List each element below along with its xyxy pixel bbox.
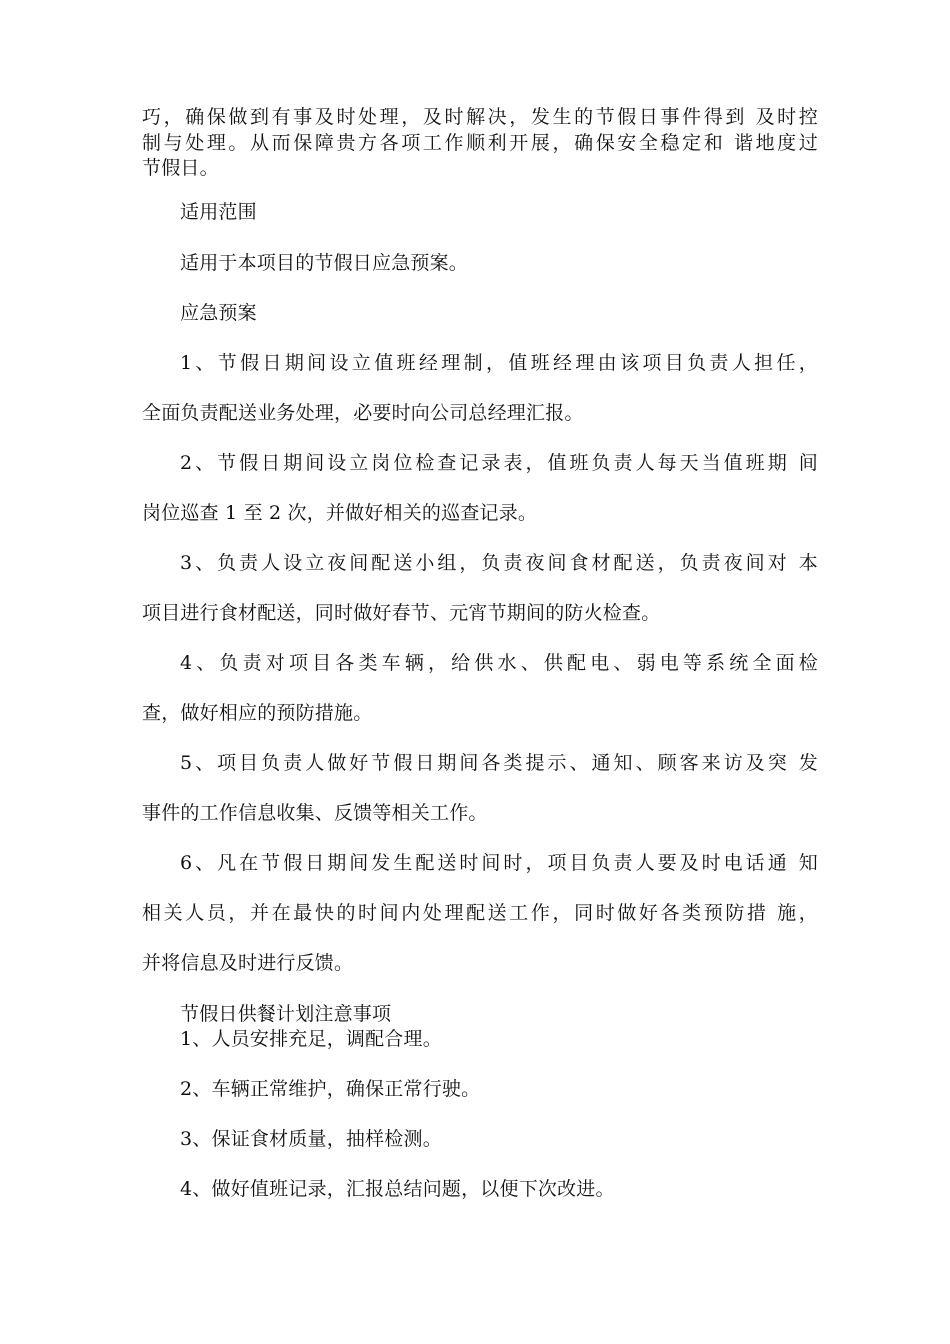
scope-text: 适用于本项目的节假日应急预案。 (180, 252, 469, 274)
plan-heading: 应急预案 (180, 302, 257, 324)
plan-item-1-line-2: 全面负责配送业务处理，必要时向公司总经理汇报。 (142, 402, 584, 424)
note-item-3: 3、保证食材质量，抽样检测。 (180, 1128, 442, 1150)
plan-item-5-line-1: 5、项目负责人做好节假日期间各类提示、通知、顾客来访及突 发 (180, 752, 818, 774)
plan-item-6-line-3: 并将信息及时进行反馈。 (142, 952, 354, 974)
note-item-2: 2、车辆正常维护，确保正常行驶。 (180, 1078, 481, 1100)
intro-line-1: 巧，确保做到有事及时处理，及时解决，发生的节假日事件得到 及时控 (142, 106, 818, 128)
plan-item-6-line-1: 6、凡在节假日期间发生配送时间时，项目负责人要及时电话通 知 (180, 852, 818, 874)
plan-item-2-line-1: 2、节假日期间设立岗位检查记录表，值班负责人每天当值班期 间 (180, 452, 818, 474)
notes-heading: 节假日供餐计划注意事项 (180, 1003, 392, 1025)
plan-item-6-line-2: 相关人员，并在最快的时间内处理配送工作，同时做好各类预防措 施， (142, 902, 818, 924)
plan-item-3-line-2: 项目进行食材配送，同时做好春节、元宵节期间的防火检查。 (142, 602, 661, 624)
plan-item-4-line-2: 查，做好相应的预防措施。 (142, 702, 373, 724)
note-item-1: 1、人员安排充足，调配合理。 (180, 1028, 442, 1050)
intro-line-2: 制与处理。从而保障贵方各项工作顺利开展，确保安全稳定和 谐地度过 (142, 132, 818, 154)
plan-item-1-line-1: 1、节假日期间设立值班经理制，值班经理由该项目负责人担任， (180, 352, 818, 374)
note-item-4: 4、做好值班记录，汇报总结问题，以便下次改进。 (180, 1178, 615, 1200)
plan-item-3-line-1: 3、负责人设立夜间配送小组，负责夜间食材配送，负责夜间对 本 (180, 552, 818, 574)
intro-line-3: 节假日。 (142, 157, 219, 179)
scope-heading: 适用范围 (180, 201, 257, 223)
plan-item-5-line-2: 事件的工作信息收集、反馈等相关工作。 (142, 802, 488, 824)
plan-item-4-line-1: 4、负责对项目各类车辆，给供水、供配电、弱电等系统全面检 (180, 652, 818, 674)
plan-item-2-line-2: 岗位巡查 1 至 2 次，并做好相关的巡查记录。 (142, 502, 538, 524)
